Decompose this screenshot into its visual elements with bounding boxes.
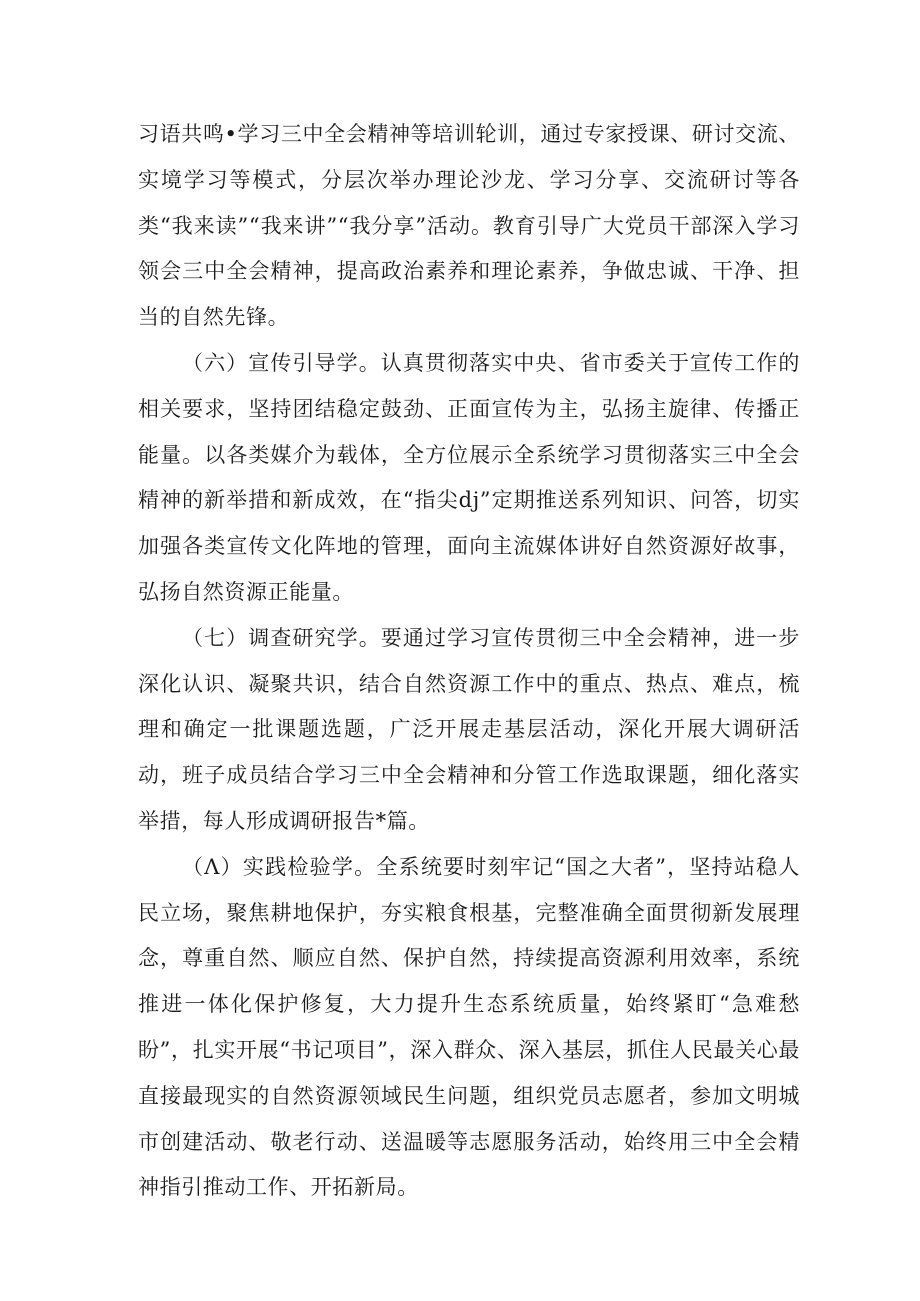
paragraph-continued: 习语共鸣•学习三中全会精神等培训轮训，通过专家授课、研讨交流、实境学习等模式，分层次举办理论沙龙、学习分享、交流研讨等各类“我来读”“我来讲”“我分享”活动。教育引导广大党员干部深入学习领会三中全会精神，提高政治素养和理论素养，争做忠诚、干净、担当的自然先锋。 — [138, 122, 800, 330]
body-text — [138, 112, 800, 1211]
paragraph-six-publicity: （六）宣传引导学。认真贯彻落实中央、省市委关于宣传工作的相关要求，坚持团结稳定鼓劲、正面宣传为主，弘扬主旋律、传播正能量。以各类媒介为载体，全方位展示全系统学习贯彻落实三中全会精神的新举措和新成效，在“指尖dj”定期推送系列知识、问答，切实加强各类宣传文化阵地的管理，面向主流媒体讲好自然资源好故事，弘扬自然资源正能量。 — [138, 350, 800, 604]
paragraph-seven-research: （七）调查研究学。要通过学习宣传贯彻三中全会精神，进一步深化认识、凝聚共识，结合自然资源工作中的重点、热点、难点，梳理和确定一批课题选题，广泛开展走基层活动，深化开展大调研活动，班子成员结合学习三中全会精神和分管工作选取课题，细化落实举措，每人形成调研报告*篇。 — [138, 625, 800, 833]
paragraph-eight-practice: （Λ）实践检验学。全系统要时刻牢记“国之大者”，坚持站稳人民立场，聚焦耕地保护，夯实粮食根基，完整准确全面贯彻新发展理念，尊重自然、顺应自然、保护自然，持续提高资源利用效率，系统推进一体化保护修复，大力提升生态系统质量，始终紧盯“急难愁盼”，扎实开展“书记项目”，深入群众、深入基层，抓住人民最关心最直接最现实的自然资源领域民生问题，组织党员志愿者，参加文明城市创建活动、敬老行动、送温暖等志愿服务活动，始终用三中全会精神指引推动工作、开拓新局。 — [138, 854, 800, 1200]
